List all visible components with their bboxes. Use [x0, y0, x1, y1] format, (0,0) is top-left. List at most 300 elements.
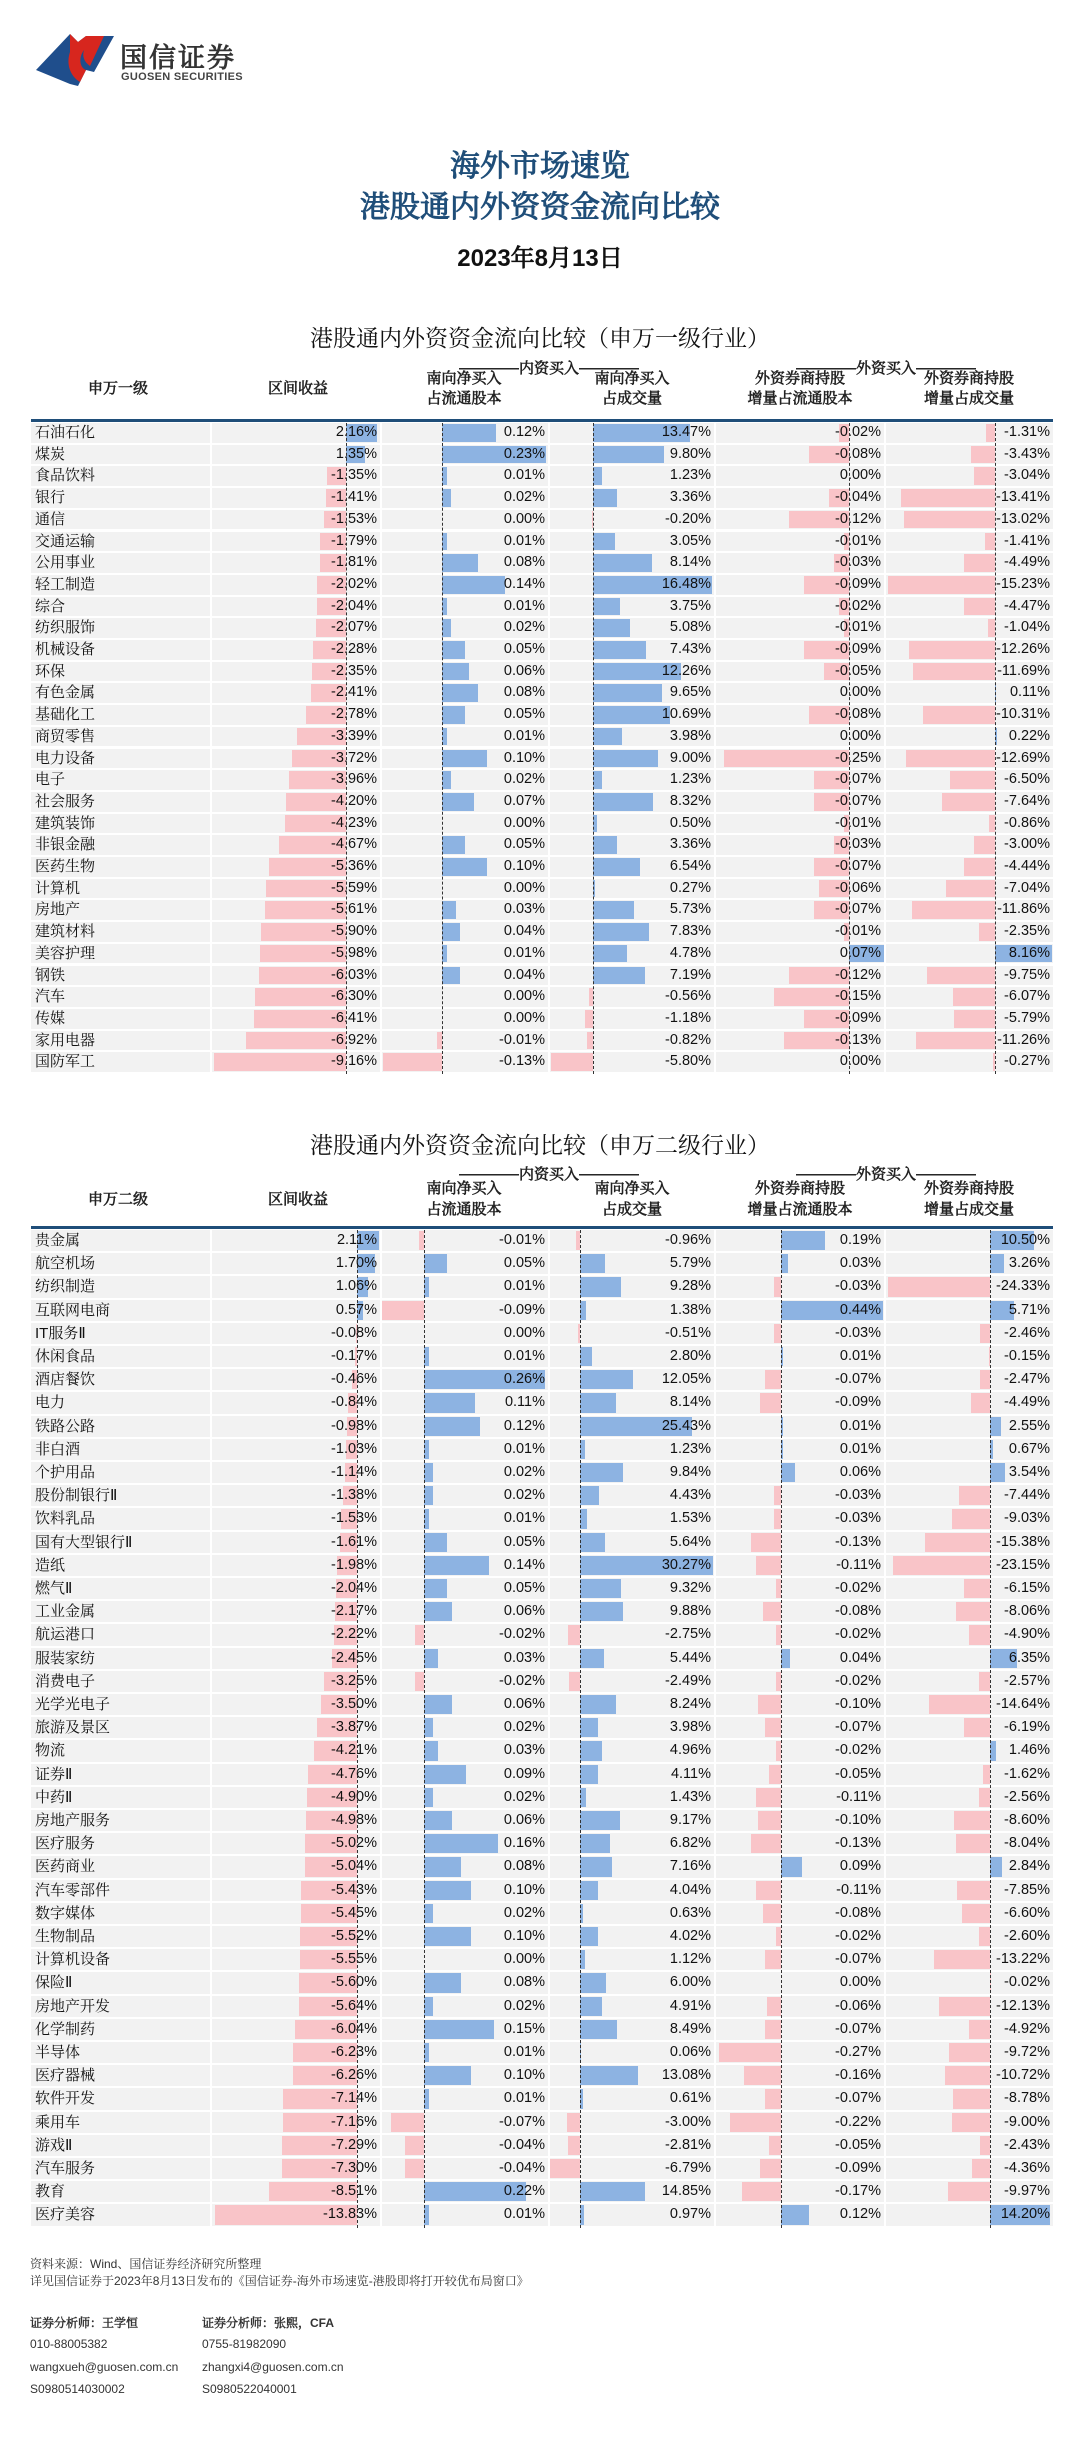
analyst-1-phone: 010-88005382: [30, 2337, 108, 2351]
foreign-float-value: 0.00%: [839, 727, 881, 744]
foreign-volume-value: -0.27%: [1004, 1053, 1050, 1070]
foreign-volume-value: 0.22%: [1008, 727, 1050, 744]
southbound-float-value: 0.02%: [503, 771, 545, 788]
foreign-float-value: -0.08%: [835, 445, 881, 462]
southbound-volume-value: 9.65%: [669, 684, 711, 701]
foreign-volume-value: -7.85%: [1004, 1881, 1050, 1898]
industry-name: 美容护理: [35, 944, 96, 962]
industry-name: 计算机: [35, 879, 81, 897]
group-foreign-label: ————外资买入————: [795, 360, 976, 377]
foreign-float-value: -0.07%: [835, 792, 881, 809]
table-row: [0, 532, 1080, 552]
table-row: [0, 2181, 1080, 2202]
return-value: -1.53%: [331, 1510, 377, 1527]
industry-name: 环保: [35, 662, 66, 680]
southbound-volume-value: 8.24%: [669, 1696, 711, 1712]
foreign-volume-value: -2.57%: [1004, 1672, 1050, 1689]
southbound-float-value: 0.07%: [503, 792, 545, 809]
column-header: 申万一级: [87, 380, 148, 397]
foreign-float-value: -0.07%: [835, 1371, 881, 1388]
industry-name: 传媒: [35, 1009, 66, 1027]
foreign-float-value: 0.00%: [839, 467, 881, 484]
header-divider: [31, 419, 1053, 422]
return-value: -5.43%: [331, 1881, 377, 1898]
industry-name: 家用电器: [35, 1031, 96, 1049]
foreign-volume-value: 0.67%: [1008, 1440, 1050, 1457]
southbound-float-value: 0.05%: [503, 1255, 545, 1272]
report-date: 2023年8月13日: [457, 245, 623, 272]
foreign-float-value: -0.13%: [835, 1031, 881, 1048]
table-title: 港股通内外资资金流向比较（申万一级行业）: [310, 325, 770, 351]
southbound-volume-value: 6.00%: [669, 1974, 711, 1991]
foreign-float-value: -0.27%: [835, 2044, 881, 2060]
foreign-float-value: -0.03%: [835, 554, 881, 571]
industry-name: 软件开发: [35, 2090, 96, 2108]
industry-name: 化学制药: [35, 2020, 96, 2038]
column-header: 外资券商持股: [754, 370, 845, 387]
table-row: [0, 2065, 1080, 2086]
southbound-volume-value: 0.06%: [669, 2044, 711, 2060]
industry-name: 交通运输: [35, 532, 96, 550]
industry-name: 公用事业: [35, 554, 96, 572]
southbound-float-value: 0.06%: [503, 1812, 545, 1828]
return-value: 2.11%: [336, 1232, 377, 1248]
foreign-float-value: -0.11%: [836, 1788, 881, 1805]
return-value: -2.28%: [331, 641, 377, 657]
foreign-float-value: -0.02%: [835, 1928, 881, 1944]
industry-name: 中药Ⅱ: [35, 1788, 73, 1806]
industry-name: 医疗美容: [35, 2206, 96, 2224]
table-row: [0, 640, 1080, 660]
industry-name: 电力: [35, 1394, 66, 1412]
foreign-volume-value: -7.04%: [1004, 879, 1050, 896]
southbound-volume-value: 0.61%: [669, 2090, 711, 2107]
column-header: 区间收益: [267, 1190, 328, 1208]
table-row: [0, 1253, 1080, 1274]
foreign-float-value: -0.02%: [835, 597, 881, 614]
southbound-volume-axis-line: [593, 423, 594, 1074]
foreign-volume-value: -7.64%: [1004, 792, 1050, 809]
return-value: -6.92%: [331, 1031, 377, 1048]
table-row: [0, 1996, 1080, 2017]
southbound-float-value: 0.08%: [503, 1974, 545, 1991]
return-value: 0.57%: [335, 1301, 377, 1318]
southbound-volume-value: -3.00%: [665, 2113, 711, 2130]
table-row: [0, 510, 1080, 530]
foreign-float-value: 0.00%: [839, 1053, 881, 1070]
southbound-volume-value: -2.81%: [665, 2136, 711, 2153]
southbound-float-value: 0.14%: [503, 1556, 545, 1573]
southbound-float-value: 0.02%: [503, 1788, 545, 1805]
foreign-volume-value: -4.47%: [1004, 597, 1050, 614]
foreign-volume-value: -3.00%: [1004, 836, 1050, 853]
industry-name: 基础化工: [35, 706, 96, 724]
return-value: -5.59%: [331, 879, 377, 896]
table-title: 港股通内外资资金流向比较（申万二级行业）: [310, 1132, 770, 1158]
return-value: 1.70%: [335, 1255, 377, 1272]
industry-name: 房地产: [35, 901, 81, 919]
industry-name: 商贸零售: [35, 727, 96, 745]
foreign-volume-value: -8.04%: [1004, 1835, 1050, 1852]
southbound-volume-value: 4.43%: [669, 1487, 711, 1504]
industry-name: 造纸: [35, 1556, 66, 1574]
southbound-float-value: 0.01%: [503, 944, 545, 961]
foreign-float-value: -0.07%: [835, 2090, 881, 2107]
southbound-volume-value: 9.17%: [669, 1812, 711, 1828]
southbound-volume-value: -0.82%: [665, 1031, 711, 1048]
foreign-volume-value: -2.43%: [1004, 2136, 1050, 2153]
industry-name: 医疗器械: [35, 2067, 96, 2085]
table-row: [0, 1949, 1080, 1970]
analyst-2-email[interactable]: zhangxi4@guosen.com.cn: [202, 2360, 344, 2374]
return-value: -7.29%: [331, 2136, 377, 2153]
foreign-float-value: -0.03%: [835, 1324, 881, 1341]
table-row: [0, 1671, 1080, 1692]
industry-name: 生物制品: [35, 1928, 96, 1945]
return-value: -2.78%: [331, 706, 377, 723]
foreign-float-value: -0.05%: [835, 1765, 881, 1782]
return-value: -4.67%: [331, 836, 377, 853]
southbound-volume-value: 1.23%: [669, 771, 711, 788]
southbound-float-value: 0.12%: [503, 424, 545, 440]
southbound-float-value: 0.05%: [503, 641, 545, 657]
foreign-volume-value: -10.31%: [995, 706, 1050, 723]
foreign-volume-value: 0.11%: [1009, 684, 1050, 701]
foreign-float-value: 0.09%: [839, 1858, 881, 1875]
return-value: -6.26%: [331, 2067, 377, 2084]
table-row: [0, 1787, 1080, 1808]
return-value: -6.04%: [331, 2020, 377, 2037]
foreign-volume-value: -2.35%: [1004, 923, 1050, 940]
foreign-volume-value: -0.86%: [1004, 814, 1050, 831]
column-header: 增量占流通股本: [747, 390, 853, 407]
southbound-volume-value: 7.43%: [669, 641, 711, 657]
industry-name: IT服务Ⅱ: [35, 1324, 86, 1342]
southbound-float-value: -0.07%: [499, 2113, 545, 2130]
southbound-float-value: 0.06%: [503, 662, 545, 679]
brand-name-en: GUOSEN SECURITIES: [121, 71, 243, 83]
return-value: -5.61%: [331, 901, 377, 918]
foreign-volume-value: -11.26%: [997, 1031, 1050, 1048]
southbound-volume-value: 12.05%: [661, 1371, 711, 1388]
column-header: 南向净买入: [426, 1180, 502, 1197]
southbound-float-value: 0.09%: [503, 1765, 545, 1782]
southbound-float-value: 0.03%: [503, 1649, 545, 1666]
foreign-volume-value: 2.84%: [1008, 1858, 1050, 1875]
foreign-float-value: 0.01%: [839, 1417, 881, 1434]
southbound-volume-value: 6.54%: [669, 858, 711, 874]
southbound-volume-value: 4.96%: [669, 1742, 711, 1759]
brand-name-cn: 国信证券: [120, 43, 236, 73]
table-row: [0, 2204, 1080, 2225]
foreign-volume-value: -0.02%: [1004, 1974, 1050, 1991]
southbound-float-value: 0.22%: [503, 2183, 545, 2200]
southbound-volume-value: 4.78%: [669, 944, 711, 961]
foreign-volume-value: -5.79%: [1004, 1009, 1050, 1026]
southbound-volume-value: 9.84%: [669, 1464, 711, 1480]
return-value: -5.36%: [331, 858, 377, 874]
table-row: [0, 1369, 1080, 1390]
foreign-float-value: -0.11%: [836, 1881, 881, 1898]
southbound-float-value: 0.10%: [503, 858, 545, 874]
table-row: [0, 1903, 1080, 1924]
return-value: -0.08%: [331, 1324, 377, 1341]
southbound-volume-value: -0.56%: [665, 988, 711, 1005]
foreign-volume-value: -4.36%: [1004, 2160, 1050, 2176]
return-value: 1.35%: [335, 445, 377, 462]
southbound-volume-value: 3.05%: [669, 532, 711, 549]
foreign-float-value: 0.19%: [839, 1232, 881, 1248]
return-value: -2.41%: [331, 684, 377, 701]
return-value: -5.60%: [331, 1974, 377, 1991]
foreign-volume-value: -14.64%: [995, 1696, 1050, 1712]
southbound-volume-value: 12.26%: [661, 662, 711, 679]
southbound-float-value: 0.01%: [503, 727, 545, 744]
return-value: -1.81%: [331, 554, 377, 571]
southbound-volume-value: 4.11%: [670, 1765, 711, 1782]
industry-name: 铁路公路: [35, 1417, 96, 1435]
southbound-volume-value: 6.82%: [669, 1835, 711, 1852]
foreign-float-value: -0.22%: [835, 2113, 881, 2130]
industry-name: 航空机场: [35, 1255, 96, 1273]
foreign-volume-value: -2.60%: [1004, 1928, 1050, 1944]
foreign-float-value: -0.08%: [835, 706, 881, 723]
table-row: [0, 1764, 1080, 1785]
table-row: [0, 727, 1080, 747]
southbound-float-value: 0.12%: [503, 1417, 545, 1434]
southbound-volume-value: 14.85%: [661, 2183, 711, 2200]
industry-name: 建筑装饰: [35, 814, 96, 832]
table-row: [0, 2042, 1080, 2063]
southbound-float-value: 0.02%: [503, 619, 545, 636]
industry-name: 纺织服饰: [35, 619, 96, 637]
table-row: [0, 1810, 1080, 1831]
industry-name: 游戏Ⅱ: [35, 2136, 73, 2154]
southbound-float-value: 0.26%: [503, 1371, 545, 1388]
table-row: [0, 1346, 1080, 1367]
table-row: [0, 814, 1080, 834]
industry-name: 国防军工: [35, 1053, 96, 1071]
table-row: [0, 1462, 1080, 1483]
foreign-float-value: -0.15%: [835, 988, 881, 1005]
southbound-float-value: 0.01%: [503, 532, 545, 549]
southbound-volume-value: 1.23%: [669, 1440, 711, 1457]
foreign-volume-value: 3.54%: [1008, 1464, 1050, 1480]
return-value: -4.90%: [331, 1788, 377, 1805]
foreign-float-value: -0.09%: [835, 1009, 881, 1026]
return-value: -3.96%: [331, 771, 377, 788]
return-value: -6.23%: [331, 2044, 377, 2060]
foreign-volume-value: -3.04%: [1004, 467, 1050, 484]
table-row: [0, 749, 1080, 769]
foreign-float-value: -0.02%: [835, 1626, 881, 1643]
industry-name: 服装家纺: [35, 1649, 96, 1667]
table-row: [0, 1648, 1080, 1669]
table-row: [0, 1416, 1080, 1437]
industry-name: 房地产开发: [35, 1997, 111, 2015]
southbound-volume-value: -0.51%: [665, 1324, 711, 1341]
return-value: -3.25%: [331, 1672, 377, 1689]
table-row: [0, 445, 1080, 465]
foreign-volume-value: -6.07%: [1004, 988, 1050, 1005]
foreign-volume-value: -10.72%: [995, 2067, 1050, 2084]
industry-name: 非白酒: [35, 1440, 81, 1458]
return-value: -7.16%: [331, 2113, 377, 2130]
foreign-float-value: -0.03%: [835, 1510, 881, 1527]
southbound-volume-value: 13.08%: [661, 2067, 711, 2084]
foreign-float-value: -0.03%: [835, 1487, 881, 1504]
return-axis-line: [346, 423, 347, 1074]
foreign-float-value: -0.05%: [835, 2136, 881, 2153]
southbound-float-value: 0.00%: [503, 1324, 545, 1341]
return-value: -6.41%: [331, 1009, 377, 1026]
foreign-volume-value: -2.56%: [1004, 1788, 1050, 1805]
table-row: [0, 1972, 1080, 1993]
table-row: [0, 1578, 1080, 1599]
table-row: [0, 597, 1080, 617]
return-value: -0.84%: [331, 1394, 377, 1411]
return-axis-line: [357, 1230, 358, 2228]
southbound-volume-value: 5.79%: [669, 1255, 711, 1272]
return-value: -5.02%: [331, 1835, 377, 1852]
industry-name: 电子: [35, 771, 66, 789]
foreign-float-value: -0.06%: [835, 879, 881, 896]
foreign-float-value: 0.44%: [839, 1301, 881, 1318]
table-row: [0, 1926, 1080, 1947]
southbound-volume-axis-line: [580, 1230, 581, 2228]
foreign-volume-value: -11.69%: [997, 662, 1050, 679]
return-value: -13.83%: [322, 2206, 377, 2223]
table-row: [0, 1880, 1080, 1901]
table-row: [0, 683, 1080, 703]
table-row: [0, 2088, 1080, 2109]
foreign-float-axis-line: [849, 423, 850, 1074]
column-header: 申万二级: [87, 1190, 148, 1208]
table-row: [0, 835, 1080, 855]
southbound-float-value: 0.11%: [504, 1394, 545, 1411]
foreign-volume-value: -8.60%: [1004, 1812, 1050, 1828]
southbound-float-value: 0.01%: [503, 467, 545, 484]
table-row: [0, 1555, 1080, 1576]
analyst-1-email[interactable]: wangxueh@guosen.com.cn: [30, 2360, 179, 2374]
foreign-volume-value: -4.49%: [1004, 1394, 1050, 1411]
southbound-float-value: 0.02%: [503, 1997, 545, 2014]
table-row: [0, 662, 1080, 682]
foreign-volume-value: -4.49%: [1004, 554, 1050, 571]
industry-name: 石油石化: [35, 424, 96, 441]
industry-name: 证券Ⅱ: [35, 1765, 73, 1783]
foreign-float-value: -0.08%: [835, 1603, 881, 1620]
southbound-volume-value: 30.27%: [661, 1556, 711, 1573]
return-value: -0.98%: [331, 1417, 377, 1434]
table-row: [0, 1439, 1080, 1460]
industry-name: 钢铁: [35, 966, 66, 984]
industry-name: 非银金融: [35, 836, 96, 854]
foreign-volume-value: -1.62%: [1004, 1765, 1050, 1782]
southbound-float-value: 0.00%: [503, 510, 545, 527]
analyst-2-name: 证券分析师：张熙，CFA: [202, 2316, 335, 2330]
southbound-float-value: 0.00%: [503, 1951, 545, 1968]
foreign-float-value: -0.13%: [835, 1533, 881, 1550]
foreign-float-value: -0.02%: [835, 1580, 881, 1596]
return-value: -2.02%: [331, 575, 377, 592]
southbound-float-value: 0.06%: [503, 1696, 545, 1712]
table-row: [0, 987, 1080, 1007]
foreign-volume-value: -12.13%: [995, 1997, 1050, 2014]
industry-name: 综合: [35, 597, 66, 615]
return-value: -4.21%: [331, 1742, 377, 1759]
table-row: [0, 1392, 1080, 1413]
foreign-float-value: -0.10%: [835, 1812, 881, 1828]
southbound-float-value: 0.01%: [503, 597, 545, 614]
return-value: -0.46%: [331, 1371, 377, 1388]
foreign-volume-value: 5.71%: [1008, 1301, 1050, 1318]
table-row: [0, 879, 1080, 899]
southbound-volume-value: 9.32%: [669, 1580, 711, 1596]
guosen-logo-mark-icon: [34, 32, 114, 88]
column-header: 外资券商持股: [754, 1180, 845, 1197]
return-value: -1.38%: [331, 1487, 377, 1504]
foreign-float-value: -0.01%: [835, 619, 881, 636]
group-domestic-label: ————内资买入————: [458, 360, 639, 377]
return-value: -1.98%: [331, 1556, 377, 1573]
return-value: -6.03%: [331, 966, 377, 983]
report-reference: 详见国信证券于2023年8月13日发布的《国信证券-海外市场速览-港股即将打开较优布局窗口》: [30, 2274, 529, 2288]
foreign-volume-value: 1.46%: [1008, 1742, 1050, 1759]
industry-name: 光学光电子: [35, 1696, 111, 1713]
table-row: [0, 488, 1080, 508]
table-row: [0, 1052, 1080, 1072]
foreign-volume-value: -7.44%: [1004, 1487, 1050, 1504]
industry-name: 互联网电商: [35, 1301, 111, 1319]
foreign-float-value: -0.12%: [835, 966, 881, 983]
table-row: [0, 705, 1080, 725]
return-value: -4.20%: [331, 792, 377, 809]
table-row: [0, 1031, 1080, 1051]
foreign-float-value: 0.03%: [839, 1255, 881, 1272]
foreign-float-value: -0.07%: [835, 1719, 881, 1736]
table-row: [0, 1717, 1080, 1738]
return-value: -6.30%: [331, 988, 377, 1005]
foreign-volume-value: -1.04%: [1004, 619, 1050, 636]
table-row: [0, 423, 1080, 443]
southbound-volume-value: 0.63%: [669, 1904, 711, 1921]
analyst-1-name: 证券分析师：王学恒: [30, 2316, 139, 2330]
southbound-volume-value: 0.50%: [669, 814, 711, 831]
foreign-float-value: -0.09%: [835, 641, 881, 657]
return-value: -2.45%: [331, 1649, 377, 1666]
southbound-volume-value: 1.23%: [669, 467, 711, 484]
table-row: [0, 553, 1080, 573]
southbound-float-value: 0.05%: [503, 836, 545, 853]
foreign-volume-value: -1.41%: [1004, 532, 1050, 549]
southbound-volume-value: 10.69%: [661, 706, 711, 723]
southbound-float-value: -0.01%: [499, 1031, 545, 1048]
southbound-volume-value: 7.19%: [669, 966, 711, 983]
foreign-volume-value: 3.26%: [1008, 1255, 1050, 1272]
southbound-float-value: 0.02%: [503, 1904, 545, 1921]
industry-name: 汽车: [35, 988, 66, 1006]
industry-name: 建筑材料: [35, 923, 96, 941]
southbound-volume-value: 5.08%: [669, 619, 711, 636]
table-row: [0, 857, 1080, 877]
foreign-float-value: -0.13%: [835, 1835, 881, 1852]
table-row: [0, 575, 1080, 595]
foreign-float-value: -0.10%: [835, 1696, 881, 1712]
return-value: -5.98%: [331, 944, 377, 961]
foreign-volume-axis-line: [995, 423, 996, 1074]
column-header: 增量占流通股本: [747, 1201, 853, 1218]
